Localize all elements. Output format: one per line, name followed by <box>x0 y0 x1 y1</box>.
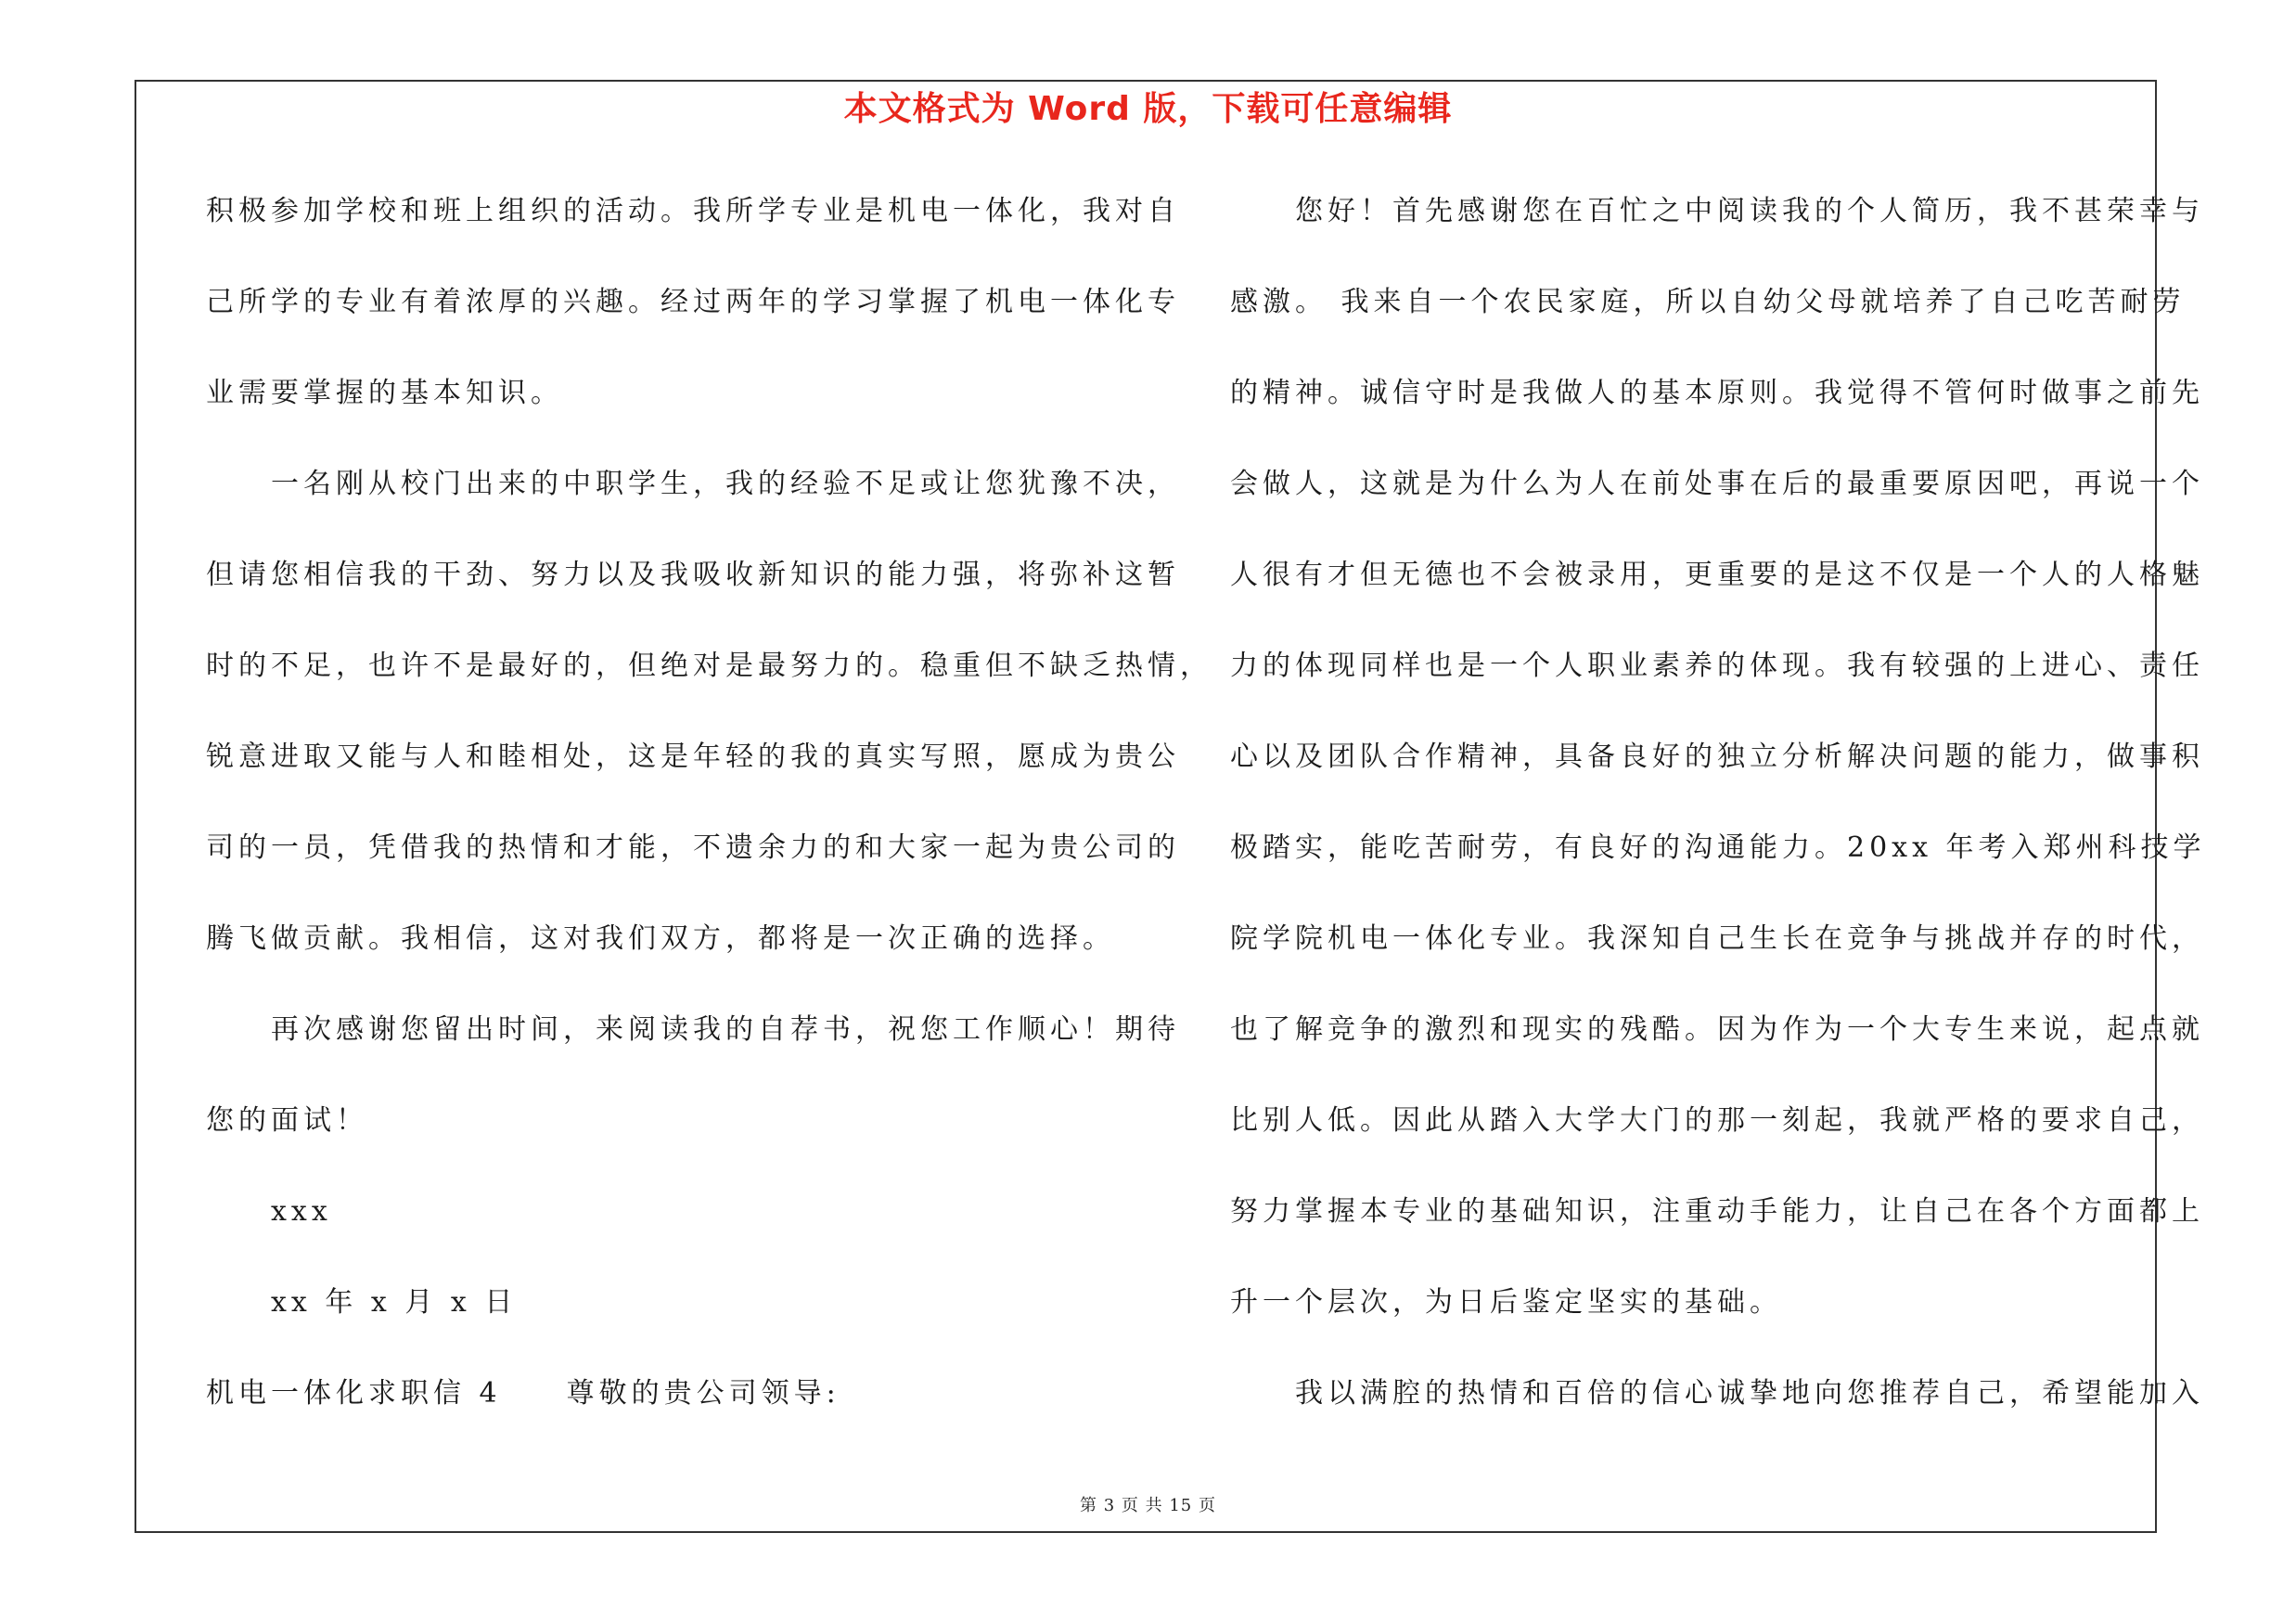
text-line: 心以及团队合作精神，具备良好的独立分析解决问题的能力，做事积 <box>1230 741 2204 773</box>
text-line: 比别人低。因此从踏入大学大门的那一刻起，我就严格的要求自己， <box>1230 1104 2204 1137</box>
text-line: 业需要掌握的基本知识。 <box>206 377 563 409</box>
text-line: 极踏实，能吃苦耐劳，有良好的沟通能力。20xx 年考入郑州科技学 <box>1230 831 2206 864</box>
text-line: 会做人，这就是为什么为人在前处事在后的最重要原因吧，再说一个 <box>1230 468 2204 500</box>
text-line: 再次感谢您留出时间，来阅读我的自荐书，祝您工作顺心！期待 <box>206 1013 1180 1046</box>
right-column <box>1230 184 2206 1457</box>
left-column <box>206 184 1212 1457</box>
signature-date: xx 年 x 月 x 日 <box>206 1286 518 1319</box>
text-line: 时的不足，也许不是最好的，但绝对是最努力的。稳重但不缺乏热情， <box>206 650 1212 682</box>
text-line: 司的一员，凭借我的热情和才能，不遗余力的和大家一起为贵公司的 <box>206 831 1180 864</box>
text-line: 锐意进取又能与人和睦相处，这是年轻的我的真实写照，愿成为贵公 <box>206 741 1180 773</box>
text-line: 一名刚从校门出来的中职学生，我的经验不足或让您犹豫不决， <box>206 468 1180 500</box>
text-line: 也了解竞争的激烈和现实的残酷。因为作为一个大专生来说，起点就 <box>1230 1013 2204 1046</box>
text-line: 力的体现同样也是一个人职业素养的体现。我有较强的上进心、责任 <box>1230 650 2204 682</box>
text-line: 努力掌握本专业的基础知识，注重动手能力，让自己在各个方面都上 <box>1230 1195 2204 1228</box>
text-line: 院学院机电一体化专业。我深知自己生长在竞争与挑战并存的时代， <box>1230 922 2204 955</box>
text-line: 的精神。诚信守时是我做人的基本原则。我觉得不管何时做事之前先 <box>1230 377 2204 409</box>
text-line: 您的面试！ <box>206 1104 368 1137</box>
text-line: 己所学的专业有着浓厚的兴趣。经过两年的学习掌握了机电一体化专 <box>206 286 1180 318</box>
signature-name: xxx <box>206 1195 332 1228</box>
document-banner: 本文格式为 Word 版，下载可任意编辑 <box>843 90 1453 128</box>
page-number-footer: 第 3 页 共 15 页 <box>1080 1496 1216 1515</box>
text-line: 感激。 我来自一个农民家庭，所以自幼父母就培养了自己吃苦耐劳 <box>1230 286 2186 318</box>
text-line: 您好！首先感谢您在百忙之中阅读我的个人简历，我不甚荣幸与 <box>1230 195 2204 227</box>
text-line: 升一个层次，为日后鉴定坚实的基础。 <box>1230 1286 1782 1319</box>
text-line: 积极参加学校和班上组织的活动。我所学专业是机电一体化，我对自 <box>206 195 1180 227</box>
section-heading: 机电一体化求职信 4 尊敬的贵公司领导: <box>206 1377 840 1410</box>
text-line: 人很有才但无德也不会被录用，更重要的是这不仅是一个人的人格魅 <box>1230 559 2204 591</box>
text-line: 但请您相信我的干劲、努力以及我吸收新知识的能力强，将弥补这暂 <box>206 559 1180 591</box>
text-line: 腾飞做贡献。我相信，这对我们双方，都将是一次正确的选择。 <box>206 922 1115 955</box>
text-line: 我以满腔的热情和百倍的信心诚挚地向您推荐自己，希望能加入 <box>1230 1377 2204 1410</box>
